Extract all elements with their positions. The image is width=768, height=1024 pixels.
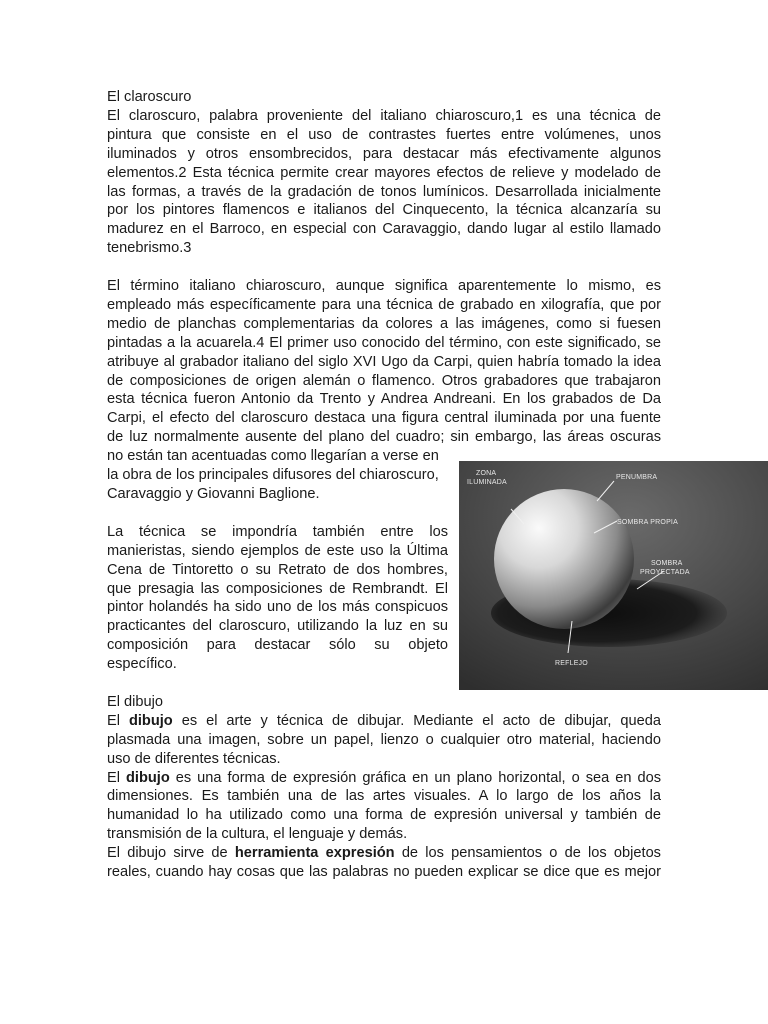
paragraph-line: medio de planchas complementarias da colores a las imágenes, como si fuesen	[107, 315, 661, 332]
paragraph-line: El dibujo es una forma de expresión gráfica en un plano horizontal, o sea en dos	[107, 769, 662, 786]
paragraph-line: uso de diferentes técnicas.	[107, 750, 281, 767]
paragraph-line: plasmada una imagen, sobre un papel, lienzo o cualquier otro material, haciendo	[107, 731, 661, 748]
paragraph-line: transmisión de la cultura, el lenguaje y demás.	[107, 826, 408, 843]
paragraph-line: esta técnica fueron Antonio da Trento y Andrea Andreani. En los grabados de Da	[107, 391, 661, 408]
section-title-dibujo: El dibujo	[107, 693, 163, 710]
paragraph-line: practicantes del claroscuro, utilizando la luz en su	[107, 618, 448, 635]
paragraph-line: tenebrismo.3	[107, 240, 192, 257]
paragraph-line: elementos.2 Esta técnica permite crear mayores efectos de relieve y modelado de	[107, 164, 661, 181]
bold-term: dibujo	[125, 769, 170, 786]
paragraph-line: El término italiano chiaroscuro, aunque significa aparentemente lo mismo, es	[107, 278, 661, 295]
label-zona: ZONA	[476, 470, 497, 477]
paragraph-line: composición para destacar sólo su objeto	[107, 637, 448, 654]
label-proyectada: PROYECTADA	[640, 569, 690, 576]
paragraph-line: específico.	[107, 656, 177, 673]
paragraph-line: por los pintores flamencos e italianos del Cinquecento, la técnica alcanzaría su	[107, 202, 661, 219]
paragraph-line: que presagia las composiciones de Rembrandt. El	[107, 580, 448, 597]
bold-term: herramienta expresión	[234, 845, 395, 862]
paragraph-line: El claroscuro, palabra proveniente del italiano chiaroscuro,1 es una técnica de	[107, 107, 661, 124]
paragraph-line: madurez en el Barroco, en especial con Caravaggio, dando lugar al estilo llamado	[107, 221, 661, 238]
paragraph-line: dimensiones. Es también una de las artes visuales. A lo largo de los años la	[107, 788, 661, 805]
paragraph-line: de luz normalmente ausente del plano del cuadro; sin embargo, las áreas oscuras	[107, 429, 661, 446]
paragraph-line: las formas, a través de la gradación de tonos lumínicos. Desarrollada inicialmente	[107, 183, 661, 200]
label-reflejo: REFLEJO	[555, 660, 588, 667]
paragraph-line: El dibujo es el arte y técnica de dibujar. Mediante el acto de dibujar, queda	[107, 712, 661, 729]
paragraph-line: reales, cuando hay cosas que las palabras no pueden explicar se dice que es mejor	[107, 864, 661, 881]
section-title-claroscuro: El claroscuro	[107, 89, 192, 105]
paragraph-line: de composiciones de origen alemán o flamenco. Otros grabadores que trabajaron	[107, 372, 661, 389]
paragraph-line: no están tan acentuadas como llegarían a verse en	[107, 448, 439, 465]
paragraph-line: Carpi, el efecto del claroscuro destaca una figura central iluminada por una fuente	[107, 410, 661, 427]
paragraph-line: El dibujo sirve de herramienta expresión de los pensamientos o de los objetos	[107, 845, 661, 862]
chiaroscuro-sphere-illustration	[459, 461, 768, 690]
bold-term: dibujo	[128, 712, 173, 729]
label-iluminada: ILUMINADA	[467, 479, 507, 486]
paragraph-line: manieristas, siendo ejemplos de este uso la Última	[107, 542, 448, 559]
paragraph-line: humanidad lo ha utilizado como una forma de expresión universal y también de	[107, 807, 661, 824]
label-penumbra: PENUMBRA	[616, 474, 658, 481]
paragraph-line: iluminados y otros ensombrecidos, para destacar más efectivamente algunos	[107, 145, 661, 162]
label-sombra-propia: SOMBRA PROPIA	[617, 519, 678, 526]
paragraph-line: pintor holandés ha sido uno de los más conspicuos	[107, 599, 448, 616]
paragraph-line: atribuye al grabador italiano del siglo XVI Ugo da Carpi, quien habría tomado la idea	[107, 353, 661, 370]
label-sombra: SOMBRA	[651, 560, 683, 567]
sphere-diagram	[459, 461, 768, 690]
paragraph-line: la obra de los principales difusores del chiaroscuro,	[107, 467, 439, 484]
paragraph-line: La técnica se impondría también entre los	[107, 523, 448, 540]
paragraph-line: pintura que consiste en el uso de contrastes fuertes entre volúmenes, unos	[107, 126, 661, 143]
paragraph-line: Caravaggio y Giovanni Baglione.	[107, 486, 320, 503]
paragraph-line: Cena de Tintoretto o su Retrato de dos hombres,	[107, 561, 448, 578]
paragraph-line: empleado más específicamente para una técnica de grabado en xilografía, que por	[107, 296, 661, 313]
paragraph-line: pintadas a la acuarela.4 El primer uso conocido del término, con este significado, se	[107, 334, 661, 351]
sphere	[494, 489, 634, 629]
